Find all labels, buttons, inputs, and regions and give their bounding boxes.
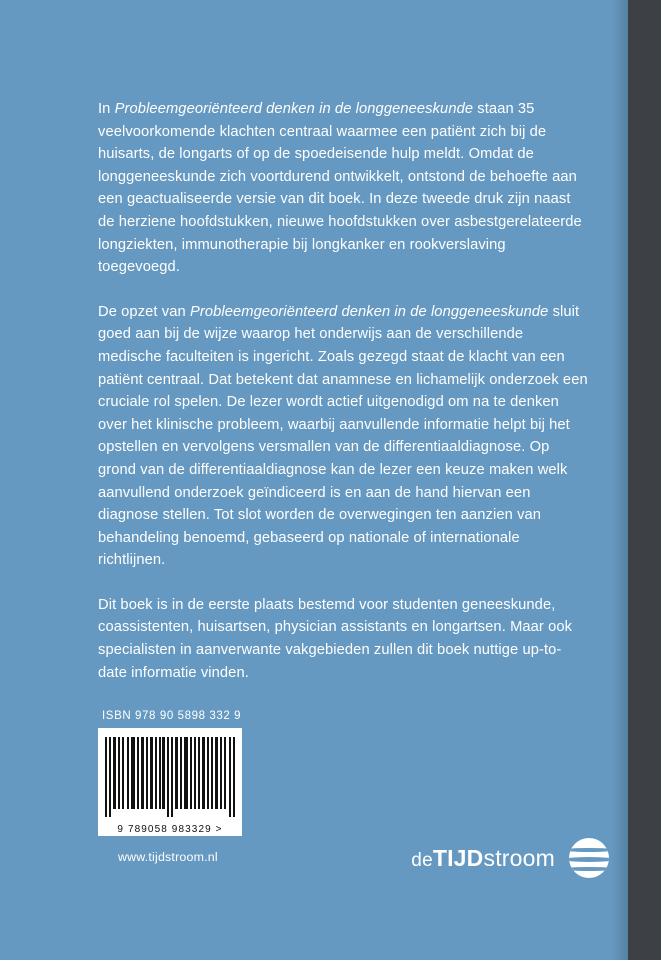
blurb-p2-title: Probleemgeoriënteerd denken in de longgeneeskunde [189,303,549,320]
isbn-label: ISBN 978 90 5898 332 9 [102,710,242,722]
barcode [98,728,242,836]
blurb-p1-pre: In [98,101,115,117]
publisher-logo [411,838,609,878]
blurb-p2-post: sluit goed aan bij de wijze waarop het onderwijs aan de verschillende medische faculteiten is ingericht. Zoals gezegd staat de klacht van een patiënt centraal. Dat betekent dat anamnese en lichamelijk onderzoek een cruciale rol spelen. De lezer wordt actief uitgenodigd om na te denken over het klinische probleem, waarbij aanvullende informatie helpt bij het opstellen en vervolgens versmallen van de differentiaaldiagnose. Op grond van de differentiaaldiagnose kan de lezer een keuze maken welk aanvullend onderzoek geïndiceerd is en aan de hand hiervan een diagnose stellen. Tot slot worden de overwegingen ten aanzien van behandeling benoemd, gebaseerd op nationale of internationale richtlijnen. [98,303,588,569]
blurb-p2-pre: De opzet van [98,303,190,320]
barcode-digits: 9 789058 983329 > [117,824,223,835]
publisher-name-tijd: TIJD [432,844,484,871]
publisher-name-stroom: stroom [483,844,555,871]
cover-edge-shading [612,0,628,960]
blurb-paragraph-2 [98,301,588,572]
isbn-block [98,710,348,836]
wave-circle-icon [569,838,609,878]
blurb-p1-post: staan 35 veelvoorkomende klachten centraal waarmee een patiënt zich bij de huisarts, de longarts of op de spoedeisende hulp meldt. Omdat de longgeneeskunde zich voortdurend ontwikkelt, ontstond de behoefte aan een geactualiseerde versie van dit boek. In deze tweede druk zijn naast de herziene hoofdstukken, nieuwe hoofdstukken over asbestgerelateerde longziekten, immunotherapie bij longkanker en rookverslaving toegevoegd. [98,101,582,276]
book-spine [628,0,661,960]
blurb-text [98,98,588,684]
barcode-bars [105,737,235,809]
publisher-website[interactable]: www.tijdstroom.nl [118,850,218,864]
blurb-p1-title: Probleemgeoriënteerd denken in de longgeneeskunde [114,101,474,117]
publisher-name-de: de [411,849,433,871]
publisher-name [411,845,555,872]
blurb-paragraph-3: Dit boek is in de eerste plaats bestemd voor studenten geneeskunde, coassistenten, huisartsen, physician assistants en longartsen. Maar ook specialisten in aanverwante vakgebieden zullen dit boek nuttige up-to-date informatie vinden. [98,596,573,681]
blurb-paragraph-1 [98,98,588,279]
